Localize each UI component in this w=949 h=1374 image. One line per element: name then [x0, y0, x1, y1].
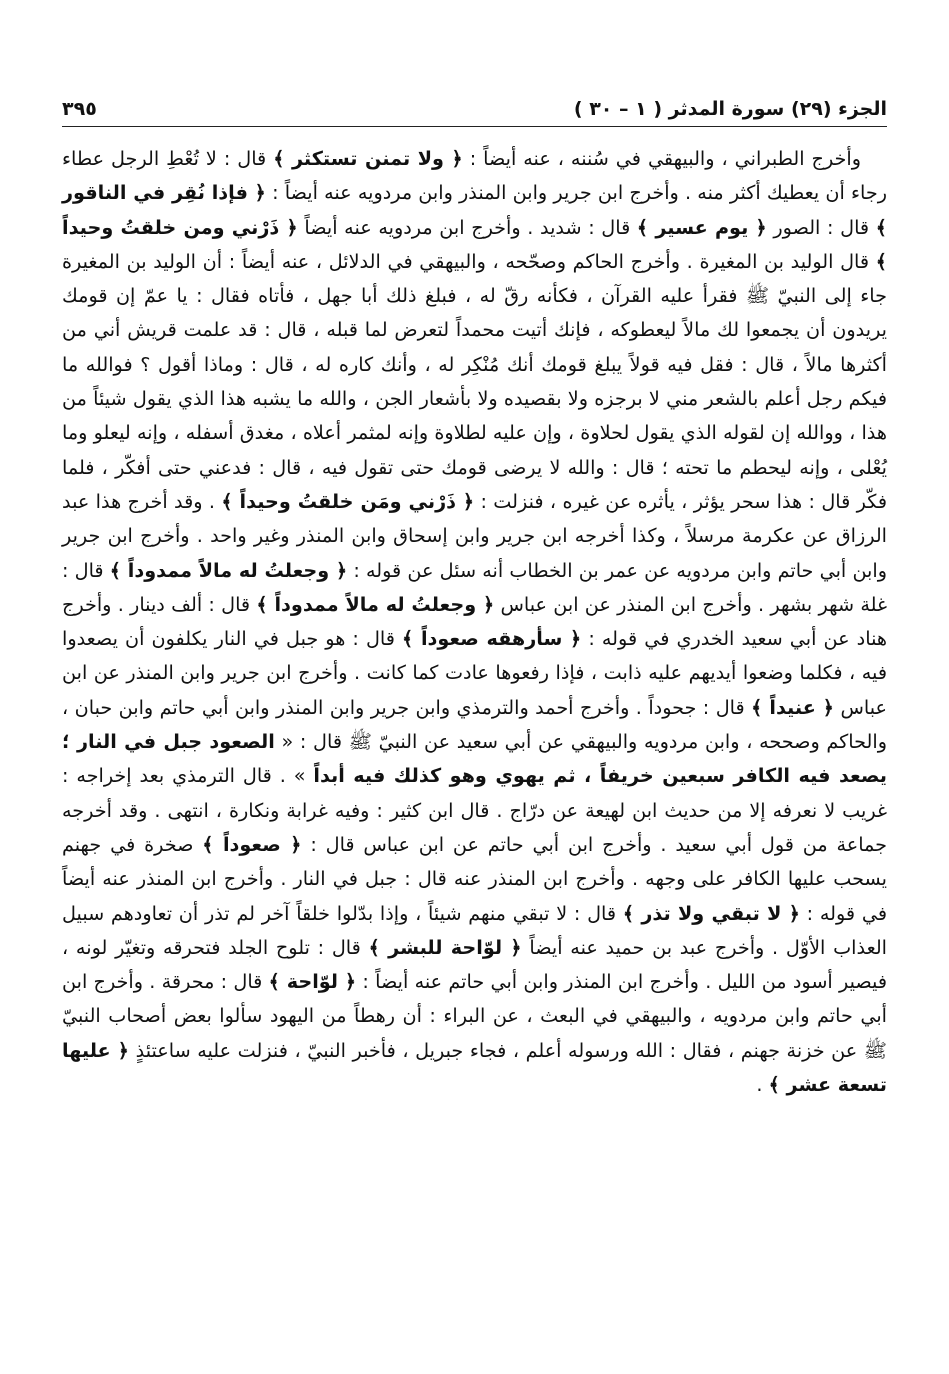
- running-header: [62, 92, 887, 127]
- text-run: قال : ألف دينار . وأخرج هناد عن أبي سعيد الخدري في قوله :: [62, 592, 887, 651]
- text-run: قال : لا تبقي منهم شيئاً ، وإذا بدّلوا خلقاً آخر لم تذر أن تعاودهم سبيل العذاب الأوّل . وأخرج عبد بن حميد عنه أيضاً: [62, 901, 887, 959]
- text-run: قال : تلوح الجلد فتحرقه وتغيّر لونه ، فيصير أسود من الليل . وأخرج ابن المنذر وابن أبي حاتم عنه أيضاً :: [62, 935, 887, 994]
- quran-quote: ﴿ عليها تسعة عشر ﴾: [62, 1038, 887, 1097]
- text-run: قال : هو جبل في النار يكلفون أن يصعدوا فيه ، فكلما وضعوا أيديهم عليه ذابت ، فإذا رفعوها عادت كما كانت . وأخرج ابن جرير وابن المنذر عن ابن عباس: [62, 627, 888, 719]
- text-run: قال : غلة شهر بشهر . وأخرج ابن المنذر عن ابن عباس: [62, 558, 887, 616]
- quran-quote: ﴿ لوّاحة ﴾: [268, 970, 357, 994]
- quran-quote: ﴿ لا تبقي ولا تذر ﴾: [622, 901, 800, 925]
- quran-quote: ﴿ يوم عسير ﴾: [636, 215, 767, 239]
- hadith-quote: الصعود جبل في النار ؛ يصعد فيه الكافر سبعين خريفاً ، ثم يهوي وهو كذلك فيه أبداً: [62, 730, 887, 788]
- text-run: قال : لا تُعْطِ الرجل عطاء رجاء أن يعطيك أكثر منه . وأخرج ابن جرير وابن المنذر وابن مردويه عنه أيضاً :: [62, 147, 887, 205]
- text-run: قال : محرقة . وأخرج ابن أبي حاتم وابن مردويه ، والبيهقي في البعث ، عن البراء : أن رهطاً من اليهود سألوا بعض أصحاب النبيّ ﷺ عن خزنة جهنم ، فقال : الله ورسوله أعلم ، فجاء جبريل ، فأخبر النبيّ ، فنزلت عليه ساعتئذٍ: [62, 970, 887, 1062]
- text-run: .: [756, 1073, 769, 1097]
- text-run: صخرة في جهنم يسحب عليها الكافر على وجهه . وأخرج ابن المنذر عنه قال : جبل في النار . وأخرج ابن المنذر عنه أيضاً في قوله :: [62, 832, 887, 925]
- text-run: قال الوليد بن المغيرة . وأخرج الحاكم وصحّحه ، والبيهقي في الدلائل ، عنه أيضاً : أن الوليد بن المغيرة جاء إلى النبيّ ﷺ فقرأ عليه القرآن ، فكأنه رقّ له ، فبلغ ذلك أبا جهل ، فأتاه فقال : يا عمّ إن قومك يريدون أن يجمعوا لك مالاً ليعطوكه ، فإنك أتيت محمداً لتعرض لما قبله ، قال : قد علمت قريش أني من أكثرها مالاً ، قال : فقل فيه قولاً يبلغ قومك أنك مُنْكِر له ، وأنك كاره له ، قال : وماذا أقول ؟ فوالله ما فيكم رجل أعلم بالشعر مني لا برجزه ولا بقصيده ولا بأشعار الجن ، والله ما يشبه هذا الذي يقول شيئاً من هذا ، ووالله إن لقوله الذي يقول لحلاوة ، وإن عليه لطلاوة وإنه لمثمر أعلاه ، مغدق أسفله ، وإنه ليعلو وما يُعْلى ، وإنه ليحطم ما تحته ؛ قال : والله لا يرضى قومك حتى تقول فيه ، قال : فدعني حتى أفكّر ، فلما فكّر قال : هذا سحر يؤثر ، يأثره عن غيره ، فنزلت :: [62, 249, 888, 513]
- text-run: قال : جحوداً . وأخرج أحمد والترمذي وابن جرير وابن المنذر وابن أبي حاتم وابن حبان ، والحاكم وصححه ، وابن مردويه والبيهقي عن أبي سعيد عن النبيّ ﷺ قال : «: [62, 695, 887, 754]
- quran-quote: ﴿ سأرهقه صعوداً ﴾: [402, 627, 582, 651]
- text-run: . وقد أخرج هذا عبد الرزاق عن عكرمة مرسلاً ، وكذا أخرجه ابن جرير وابن إسحاق وابن المنذر وغير واحد . وأخرج ابن جرير وابن أبي حاتم وابن مردويه عن عمر بن الخطاب أنه سئل عن قوله :: [62, 489, 887, 582]
- quran-quote: ﴿ لوّاحة للبشر ﴾: [368, 935, 522, 959]
- quran-quote: ﴿ ذَرْني ومن خلقتُ وحيداً ﴾: [62, 215, 887, 273]
- quran-quote: ﴿ وجعلتُ له مالاً ممدوداً ﴾: [109, 558, 348, 582]
- paragraph: [62, 142, 887, 1102]
- quran-quote: ﴿ ولا تمنن تستكثر ﴾: [273, 147, 463, 170]
- quran-quote: ﴿ صعوداً ﴾: [202, 832, 302, 856]
- chapter-title: الجزء (٢٩) سورة المدثر ( ١ – ٣٠ ): [573, 98, 887, 120]
- text-run: قال : الصور: [766, 215, 876, 239]
- page-number: ٣٩٥: [62, 98, 97, 120]
- text-run: » . قال الترمذي بعد إخراجه : غريب لا نعرفه إلا من حديث ابن لهيعة عن درّاج . قال ابن كثير : وفيه غرابة ونكارة ، انتهى . وقد أخرجه جماعة من قول أبي سعيد . وأخرج ابن أبي حاتم عن ابن عباس قال :: [62, 764, 888, 856]
- quran-quote: ﴿ ذَرْني ومَن خلقتُ وحيداً ﴾: [221, 489, 475, 513]
- text-run: وأخرج الطبراني ، والبيهقي في سُننه ، عنه أيضاً :: [462, 147, 861, 170]
- quran-quote: ﴿ وجعلتُ له مالاً ممدوداً ﴾: [256, 592, 495, 616]
- text-run: قال : شديد . وأخرج ابن مردويه عنه أيضاً: [297, 215, 637, 239]
- main-text: [62, 142, 887, 1102]
- quran-quote: ﴿ عنيداً ﴾: [751, 695, 835, 719]
- quran-quote: ﴿ فإذا نُقِر في الناقور ﴾: [62, 181, 887, 239]
